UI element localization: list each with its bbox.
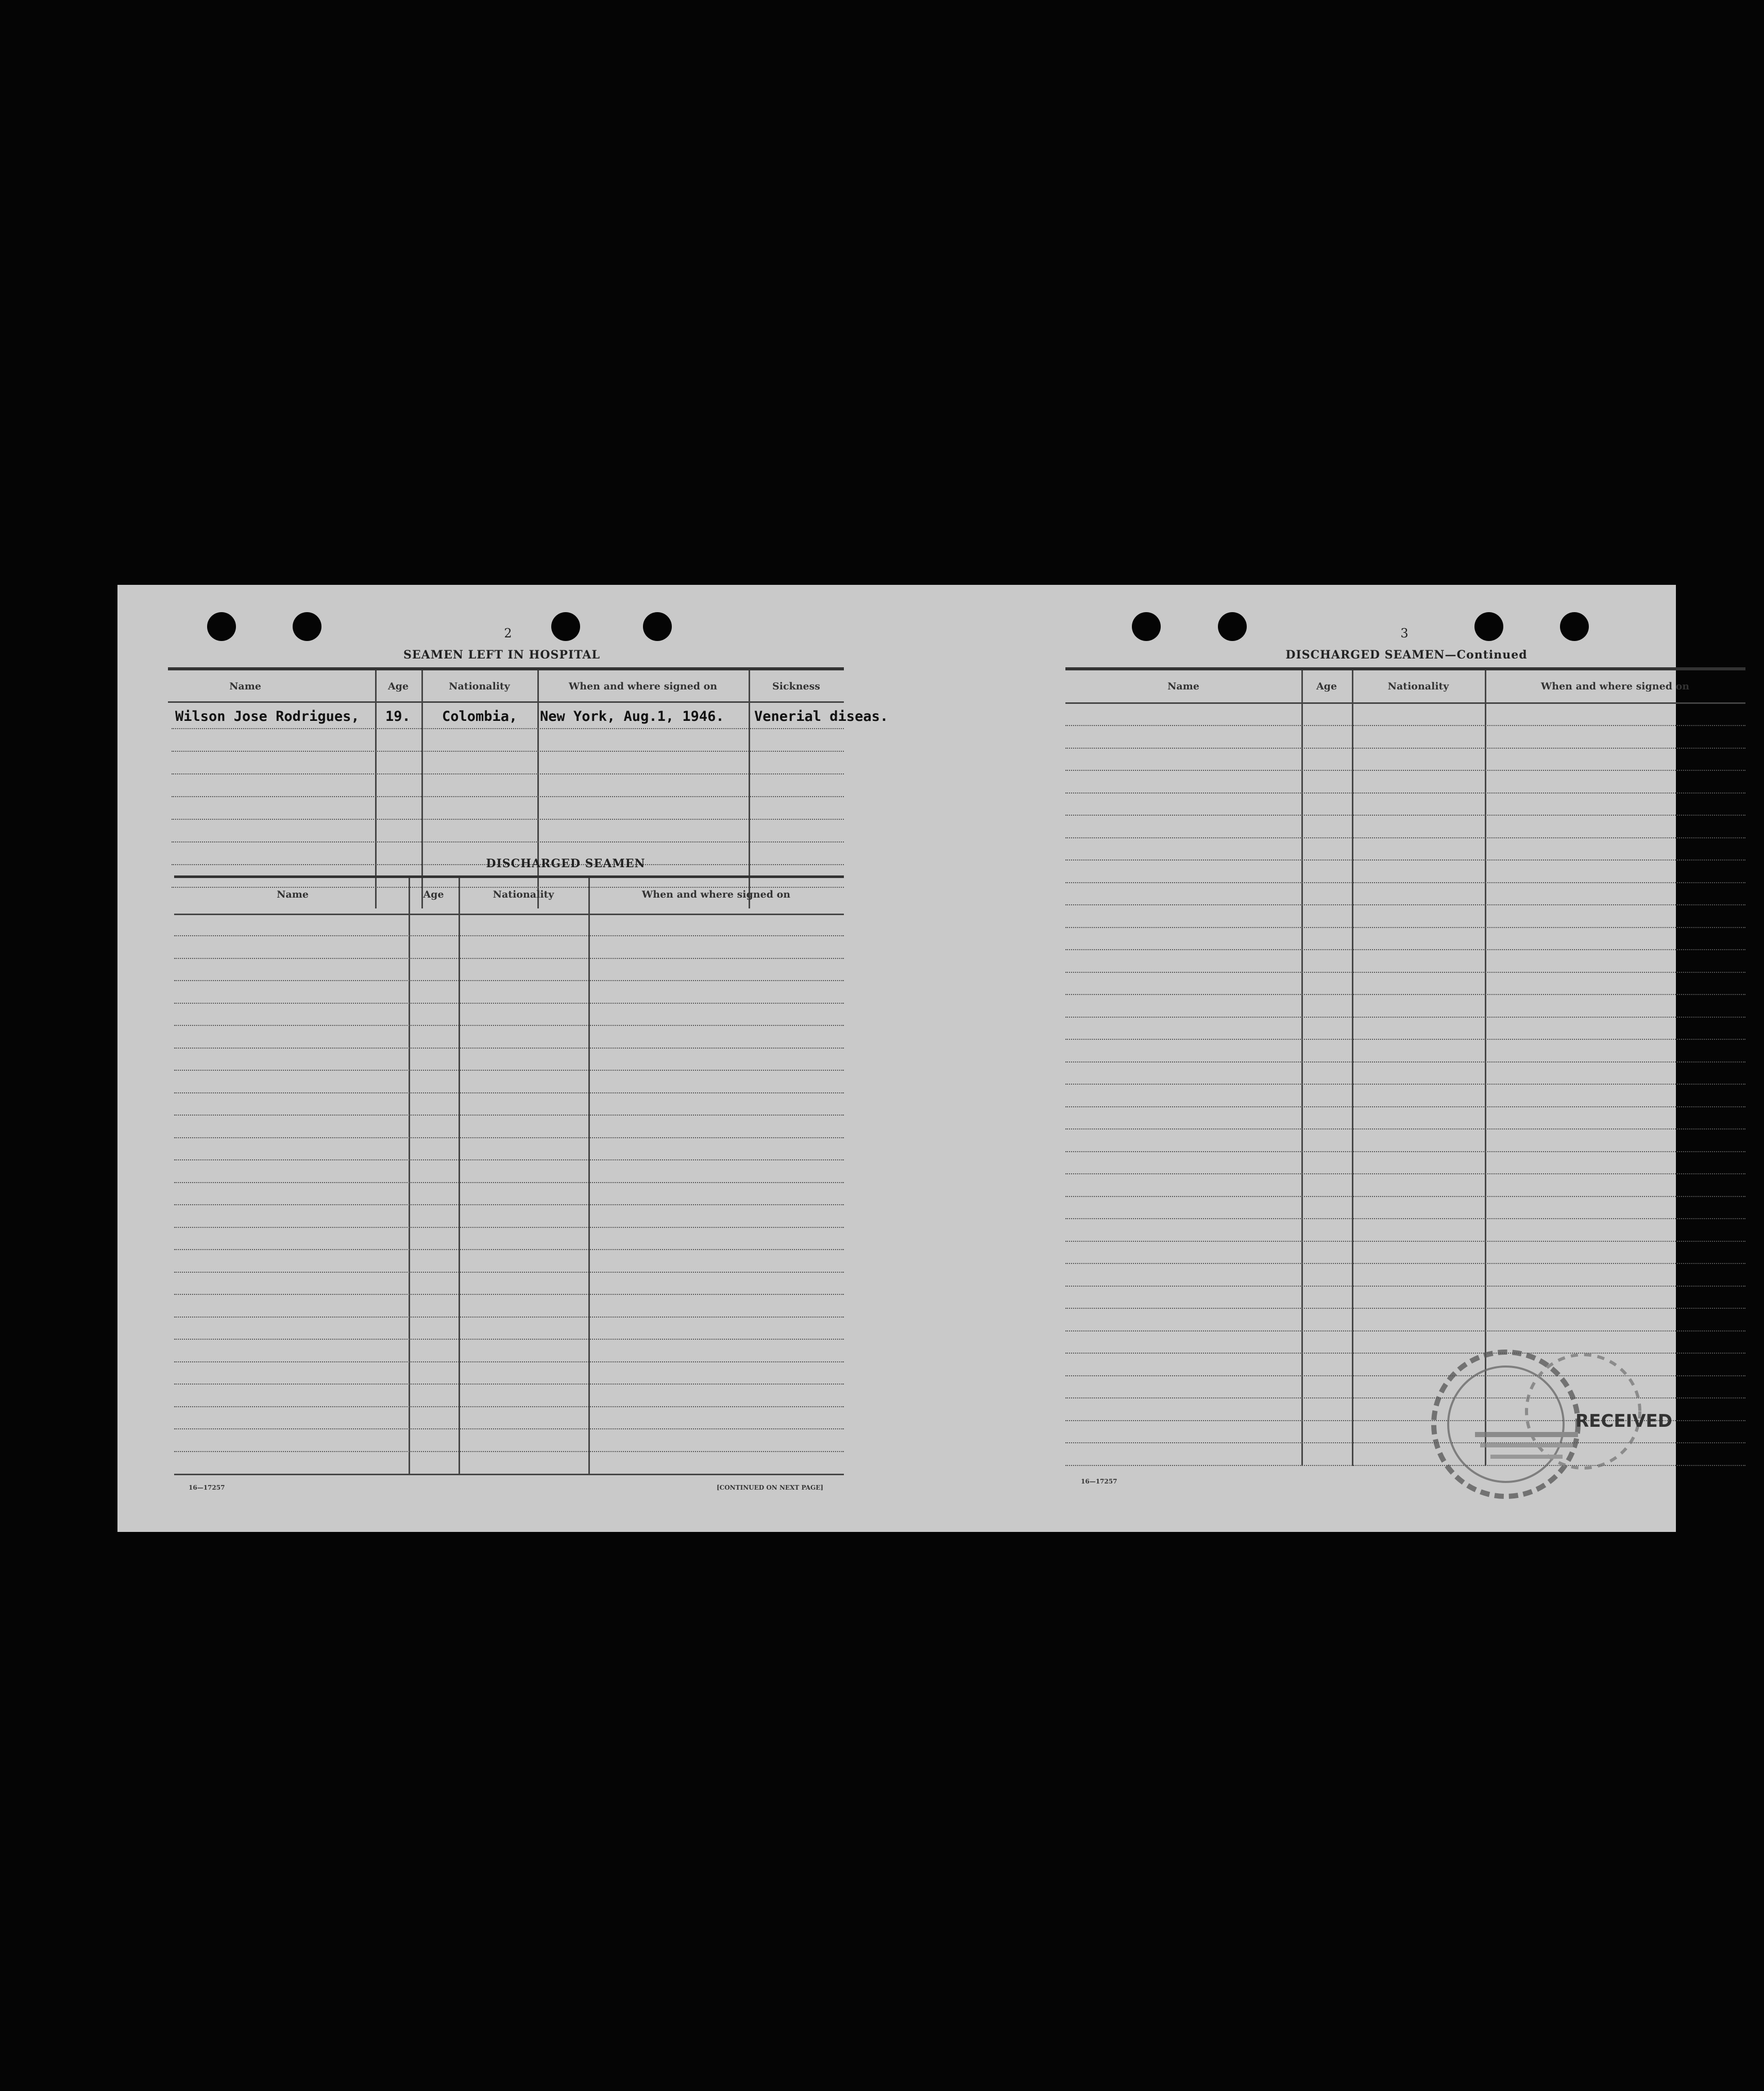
column-divider [375, 670, 377, 908]
column-header-age: Age [423, 889, 444, 900]
row-line [174, 1227, 844, 1228]
continued-note: [CONTINUED ON NEXT PAGE] [717, 1484, 824, 1491]
row-line [174, 1204, 844, 1205]
column-divider [1301, 670, 1303, 1466]
row-line [1065, 927, 1745, 928]
row-line [1065, 748, 1745, 749]
row-line [172, 796, 844, 797]
row-line [1065, 994, 1745, 995]
row-line [174, 1159, 844, 1160]
row-line [174, 1249, 844, 1250]
row-line [174, 935, 844, 936]
row-line [174, 1025, 844, 1026]
column-divider [537, 670, 539, 908]
row-line [174, 1294, 844, 1295]
hospital-entry-name: Wilson Jose Rodrigues, [175, 709, 360, 724]
row-line [172, 728, 844, 729]
row-line [174, 1092, 844, 1093]
row-line [1065, 859, 1745, 861]
punch-hole [1474, 612, 1503, 641]
row-line [1065, 1263, 1745, 1264]
hospital-entry-age: 19. [385, 709, 411, 724]
hospital-entry-sickness: Venerial diseas. [754, 709, 889, 724]
column-divider [1352, 670, 1353, 1466]
row-line [1065, 1106, 1745, 1107]
row-line [1065, 1218, 1745, 1219]
row-line [172, 841, 844, 842]
row-line [1065, 792, 1745, 794]
discharged-continued-title: DISCHARGED SEAMEN—Continued [1285, 648, 1528, 662]
row-line [1065, 815, 1745, 816]
header-underline [1065, 702, 1745, 704]
row-line [172, 751, 844, 752]
row-line [174, 1003, 844, 1004]
row-line [174, 1115, 844, 1116]
hospital-entry-nationality: Colombia, [442, 709, 518, 724]
hospital-top-rule [168, 667, 844, 670]
row-line [174, 980, 844, 981]
left-page [117, 585, 896, 1532]
hospital-section-title: SEAMEN LEFT IN HOSPITAL [403, 648, 600, 662]
row-line [174, 1361, 844, 1362]
row-line [1065, 1084, 1745, 1085]
ship-manifest-sheet [117, 585, 1690, 1532]
row-line [174, 1137, 844, 1138]
row-line [1065, 1151, 1745, 1152]
row-line [1065, 904, 1745, 905]
row-line [1065, 1128, 1745, 1129]
punch-hole [1560, 612, 1589, 641]
column-header-age: Age [1316, 681, 1337, 692]
page-number: 2 [504, 626, 512, 640]
row-line [174, 958, 844, 959]
punch-hole [643, 612, 672, 641]
discharged-section-title: DISCHARGED SEAMEN [486, 857, 646, 870]
header-underline [174, 914, 844, 915]
row-line [1065, 1241, 1745, 1242]
header-underline [168, 701, 844, 703]
column-header-sickness: Sickness [772, 681, 820, 692]
row-line [1065, 770, 1745, 771]
form-number: 16—17257 [1081, 1478, 1117, 1485]
row-line [1065, 972, 1745, 973]
column-header-name: Name [229, 681, 261, 692]
row-line [174, 1272, 844, 1273]
column-header-name: Name [1167, 681, 1199, 692]
column-divider [749, 670, 750, 908]
column-header-signed-on: When and where signed on [568, 681, 718, 692]
table-top-rule [1065, 667, 1745, 670]
punch-hole [293, 612, 321, 641]
row-line [174, 1048, 844, 1049]
row-line [174, 1317, 844, 1318]
row-line [174, 1182, 844, 1183]
row-line [172, 773, 844, 774]
row-line [1065, 949, 1745, 950]
row-line [1065, 725, 1745, 726]
punch-hole [1218, 612, 1247, 641]
row-line [174, 1339, 844, 1340]
row-line [1065, 1017, 1745, 1018]
row-line [172, 819, 844, 820]
row-line [1065, 882, 1745, 883]
hospital-entry-signed-on: New York, Aug.1, 1946. [540, 709, 724, 724]
column-header-nationality: Nationality [449, 681, 510, 692]
column-header-name: Name [277, 889, 309, 900]
column-header-age: Age [387, 681, 409, 692]
row-line [1065, 1196, 1745, 1197]
row-line [1065, 1286, 1745, 1287]
row-line [174, 1451, 844, 1452]
row-line [174, 1070, 844, 1071]
column-header-nationality: Nationality [493, 889, 554, 900]
row-line [174, 1406, 844, 1407]
row-line [1065, 1061, 1745, 1063]
row-line [1065, 837, 1745, 838]
row-line [174, 1428, 844, 1429]
column-divider [421, 670, 423, 908]
row-line [1065, 1173, 1745, 1174]
stamp-received-text: RECEIVED [1575, 1411, 1672, 1431]
form-number: 16—17257 [189, 1484, 225, 1491]
punch-hole [551, 612, 580, 641]
page-number: 3 [1400, 626, 1409, 640]
column-header-signed-on: When and where signed on [641, 889, 791, 900]
punch-hole [207, 612, 236, 641]
column-header-nationality: Nationality [1387, 681, 1449, 692]
column-header-signed-on: When and where signed on [1540, 681, 1690, 692]
discharged-top-rule [174, 875, 844, 878]
punch-hole [1132, 612, 1161, 641]
table-bottom-rule [174, 1474, 844, 1475]
row-line [1065, 1039, 1745, 1040]
row-line [1065, 1308, 1745, 1309]
row-line [174, 1384, 844, 1385]
row-line [172, 887, 844, 888]
